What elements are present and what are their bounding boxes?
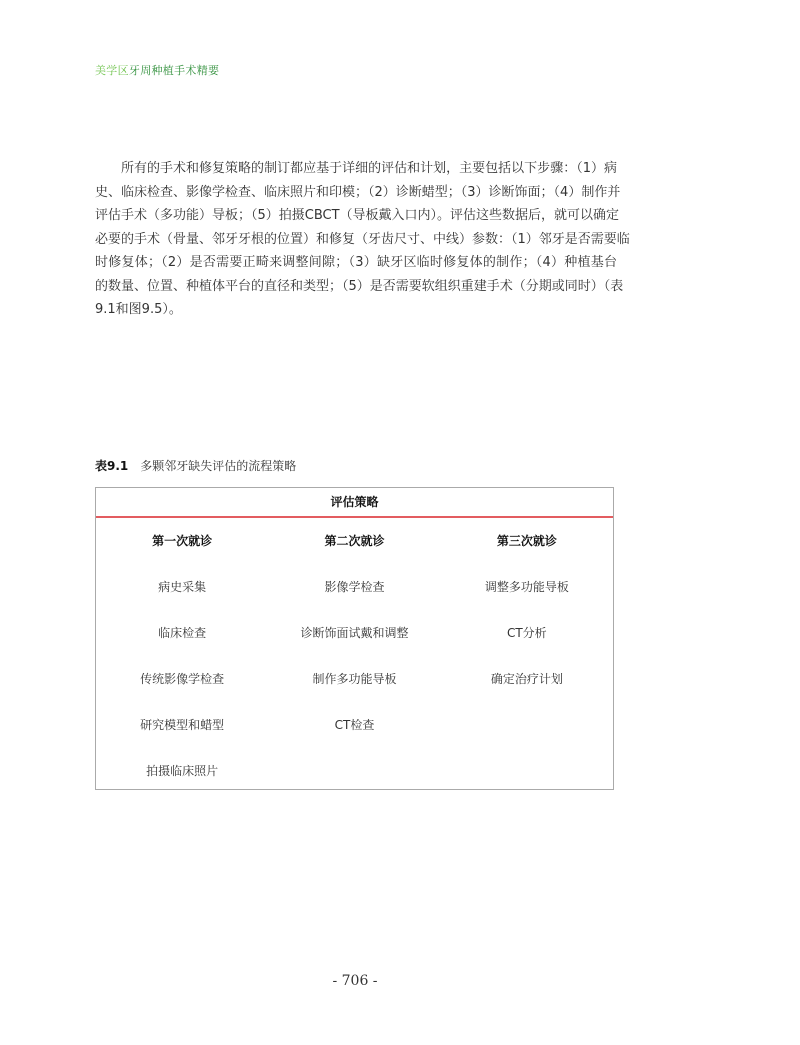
paragraph-line: 评估手术（多功能）导板；（5）拍摄CBCT（导板戴入口内）。评估这些数据后，就可以确定: [95, 208, 620, 223]
header-part1: 美学区: [95, 64, 129, 77]
table-cell: 病史采集: [158, 580, 207, 594]
paragraph-line: 史、临床检查、影像学检查、临床照片和印模；（2）诊断蜡型；（3）诊断饰面；（4）制作并: [95, 184, 621, 200]
page-number: - 706 -: [332, 973, 378, 989]
table-cell: 临床检查: [158, 626, 207, 640]
table-cell: 研究模型和蜡型: [140, 718, 225, 732]
paragraph-line: 必要的手术（骨量、邻牙牙根的位置）和修复（牙齿尺寸、中线）参数：（1）邻牙是否需要临: [95, 231, 630, 247]
table-column: [96, 518, 268, 781]
table-cell: 确定治疗计划: [490, 672, 563, 686]
paragraph-line: 的数量、位置、种植体平台的直径和类型；（5）是否需要软组织重建手术（分期或同时）（表: [95, 278, 624, 294]
table-cell: 制作多功能导板: [312, 672, 397, 686]
table-cell: 调整多功能导板: [484, 580, 569, 594]
running-header: [95, 62, 219, 78]
paragraph-line: 时修复体；（2）是否需要正畸来调整间隙；（3）缺牙区临时修复体的制作；（4）种植基台: [95, 255, 617, 270]
table-caption-label: 表9.1: [95, 459, 129, 473]
strategy-table: [95, 487, 614, 790]
table-cell: CT分析: [506, 626, 547, 640]
table-cell: 诊断饰面试戴和调整: [300, 626, 409, 640]
paragraph-line: 9.1和图9.5）。: [95, 302, 182, 317]
table-caption-title: 多颗邻牙缺失评估的流程策略: [140, 459, 297, 473]
column-header: 第三次就诊: [496, 534, 557, 548]
table-title: 评估策略: [96, 488, 613, 518]
table-caption: [95, 457, 296, 474]
table-column: [441, 518, 613, 781]
table-cell: CT检查: [334, 718, 375, 732]
table-cell: 传统影像学检查: [140, 672, 225, 686]
column-header: 第一次就诊: [152, 534, 213, 548]
table-cell: 拍摄临床照片: [146, 764, 219, 778]
table-column: [268, 518, 440, 781]
table-cell: 影像学检查: [324, 580, 385, 594]
column-header: 第二次就诊: [324, 534, 385, 548]
header-part2: 牙周种植手术精要: [128, 64, 220, 77]
body-paragraph: [95, 157, 630, 322]
paragraph-line: 所有的手术和修复策略的制订都应基于详细的评估和计划，主要包括以下步骤：（1）病: [121, 161, 617, 176]
